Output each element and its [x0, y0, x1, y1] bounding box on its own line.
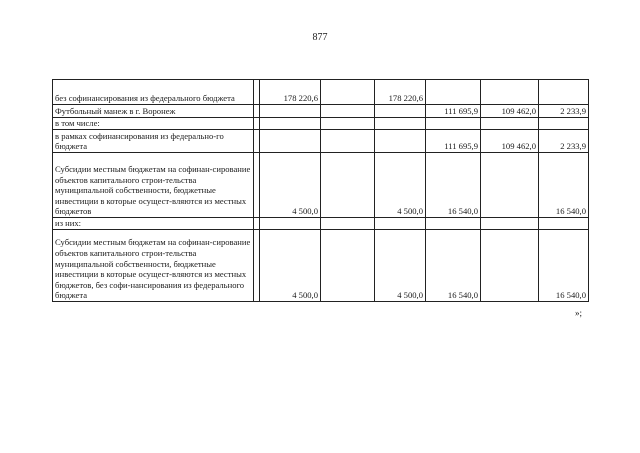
budget-table — [52, 79, 589, 302]
value-cell: 2 233,9 — [539, 105, 589, 118]
row-description: Футбольный манеж в г. Воронеж — [53, 105, 254, 118]
value-cell: 178 220,6 — [260, 80, 321, 105]
value-cell — [481, 230, 539, 302]
table-row — [53, 230, 589, 302]
value-cell — [260, 130, 321, 153]
value-cell: 16 540,0 — [539, 230, 589, 302]
row-description: Субсидии местным бюджетам на софинан-сирование объектов капитального строи-тельства муниципальной собственности, бюджетные инвестиции в которые осущест-вляются из местных бюджетов, без софи-нансирования из федерального бюджета — [53, 230, 254, 302]
value-cell — [481, 153, 539, 218]
table-row — [53, 153, 589, 218]
value-cell — [321, 130, 375, 153]
value-cell: 16 540,0 — [539, 153, 589, 218]
budget-table-body — [53, 80, 589, 302]
value-cell — [260, 118, 321, 130]
value-cell — [539, 80, 589, 105]
value-cell — [481, 80, 539, 105]
value-cell — [321, 105, 375, 118]
value-cell: 4 500,0 — [375, 153, 426, 218]
value-cell: 178 220,6 — [375, 80, 426, 105]
value-cell: 109 462,0 — [481, 130, 539, 153]
value-cell — [375, 130, 426, 153]
value-cell: 4 500,0 — [375, 230, 426, 302]
value-cell — [375, 105, 426, 118]
row-description: в том числе: — [53, 118, 254, 130]
value-cell: 2 233,9 — [539, 130, 589, 153]
row-description: из них: — [53, 218, 254, 230]
value-cell: 109 462,0 — [481, 105, 539, 118]
table-row — [53, 218, 589, 230]
value-cell — [375, 218, 426, 230]
value-cell — [321, 153, 375, 218]
closing-mark: »; — [575, 308, 583, 318]
value-cell — [321, 118, 375, 130]
table-row — [53, 130, 589, 153]
row-description: без софинансирования из федерального бюджета — [53, 80, 254, 105]
value-cell — [481, 118, 539, 130]
page-number: 877 — [312, 32, 328, 43]
value-cell — [426, 218, 481, 230]
value-cell: 4 500,0 — [260, 153, 321, 218]
value-cell: 111 695,9 — [426, 130, 481, 153]
table-row — [53, 118, 589, 130]
value-cell — [260, 218, 321, 230]
row-description: Субсидии местным бюджетам на софинан-сирование объектов капитального строи-тельства муниципальной собственности, бюджетные инвестиции в которые осущест-вляются из местных бюджетов — [53, 153, 254, 218]
value-cell: 111 695,9 — [426, 105, 481, 118]
value-cell — [539, 218, 589, 230]
value-cell — [481, 218, 539, 230]
value-cell: 16 540,0 — [426, 230, 481, 302]
table-row — [53, 105, 589, 118]
value-cell — [375, 118, 426, 130]
value-cell: 4 500,0 — [260, 230, 321, 302]
table-row — [53, 80, 589, 105]
value-cell — [426, 118, 481, 130]
row-description: в рамках софинансирования из федерально-го бюджета — [53, 130, 254, 153]
value-cell: 16 540,0 — [426, 153, 481, 218]
value-cell — [321, 80, 375, 105]
value-cell — [426, 80, 481, 105]
value-cell — [539, 118, 589, 130]
value-cell — [321, 230, 375, 302]
value-cell — [260, 105, 321, 118]
value-cell — [321, 218, 375, 230]
